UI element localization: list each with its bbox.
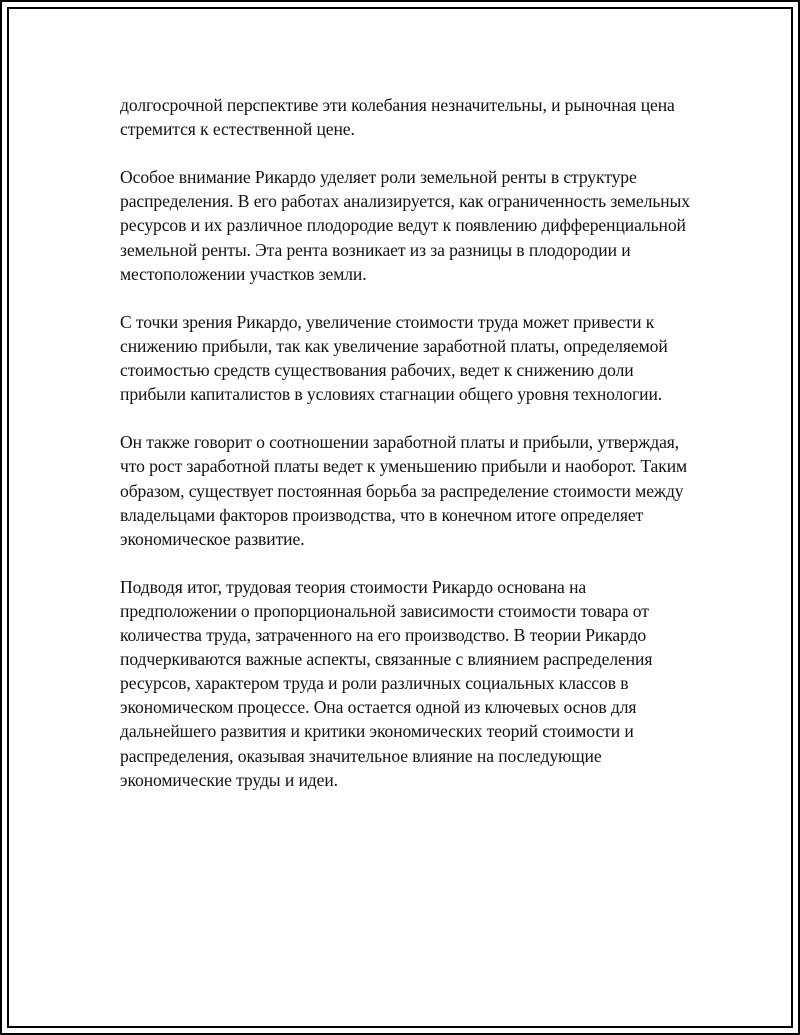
- paragraph-labor-cost: С точки зрения Рикардо, увеличение стоимости труда может привести к снижению прибыли, так как увеличение заработной платы, определяемой стоимостью средств существования рабочих, ведет к снижению доли прибыли капиталистов в условиях стагнации общего уровня технологии.: [120, 311, 668, 405]
- paragraph-continuation: долгосрочной перспективе эти колебания незначительны, и рыночная цена стремится к естественной цене.: [120, 95, 675, 140]
- page-body: [120, 93, 692, 816]
- paragraph-wages-profit: Он также говорит о соотношении заработной платы и прибыли, утверждая, что рост заработной платы ведет к уменьшению прибыли и наоборот. Таким образом, существует постоянная борьба за распределение стоимости между владельцами факторов производства, что в конечном итоге определяет экономическое развитие.: [120, 432, 688, 549]
- paragraph-land-rent: Особое внимание Рикардо уделяет роли земельной ренты в структуре распределения. В его работах анализируется, как ограниченность земельных ресурсов и их различное плодородие ведут к появлению дифференциальной земельной ренты. Эта рента возникает из за разницы в плодородии и местоположении участков земли.: [120, 167, 690, 284]
- paragraph-conclusion: Подводя итог, трудовая теория стоимости Рикардо основана на предположении о пропорциональной зависимости стоимости товара от количества труда, затраченного на его производство. В теории Рикардо подчеркиваются важные аспекты, связанные с влиянием распределения ресурсов, характером труда и роли различных социальных классов в экономическом процессе. Она остается одной из ключевых основ для дальнейшего развития и критики экономических теорий стоимости и распределения, оказывая значительное влияние на последующие экономические труды и идеи.: [120, 576, 653, 790]
